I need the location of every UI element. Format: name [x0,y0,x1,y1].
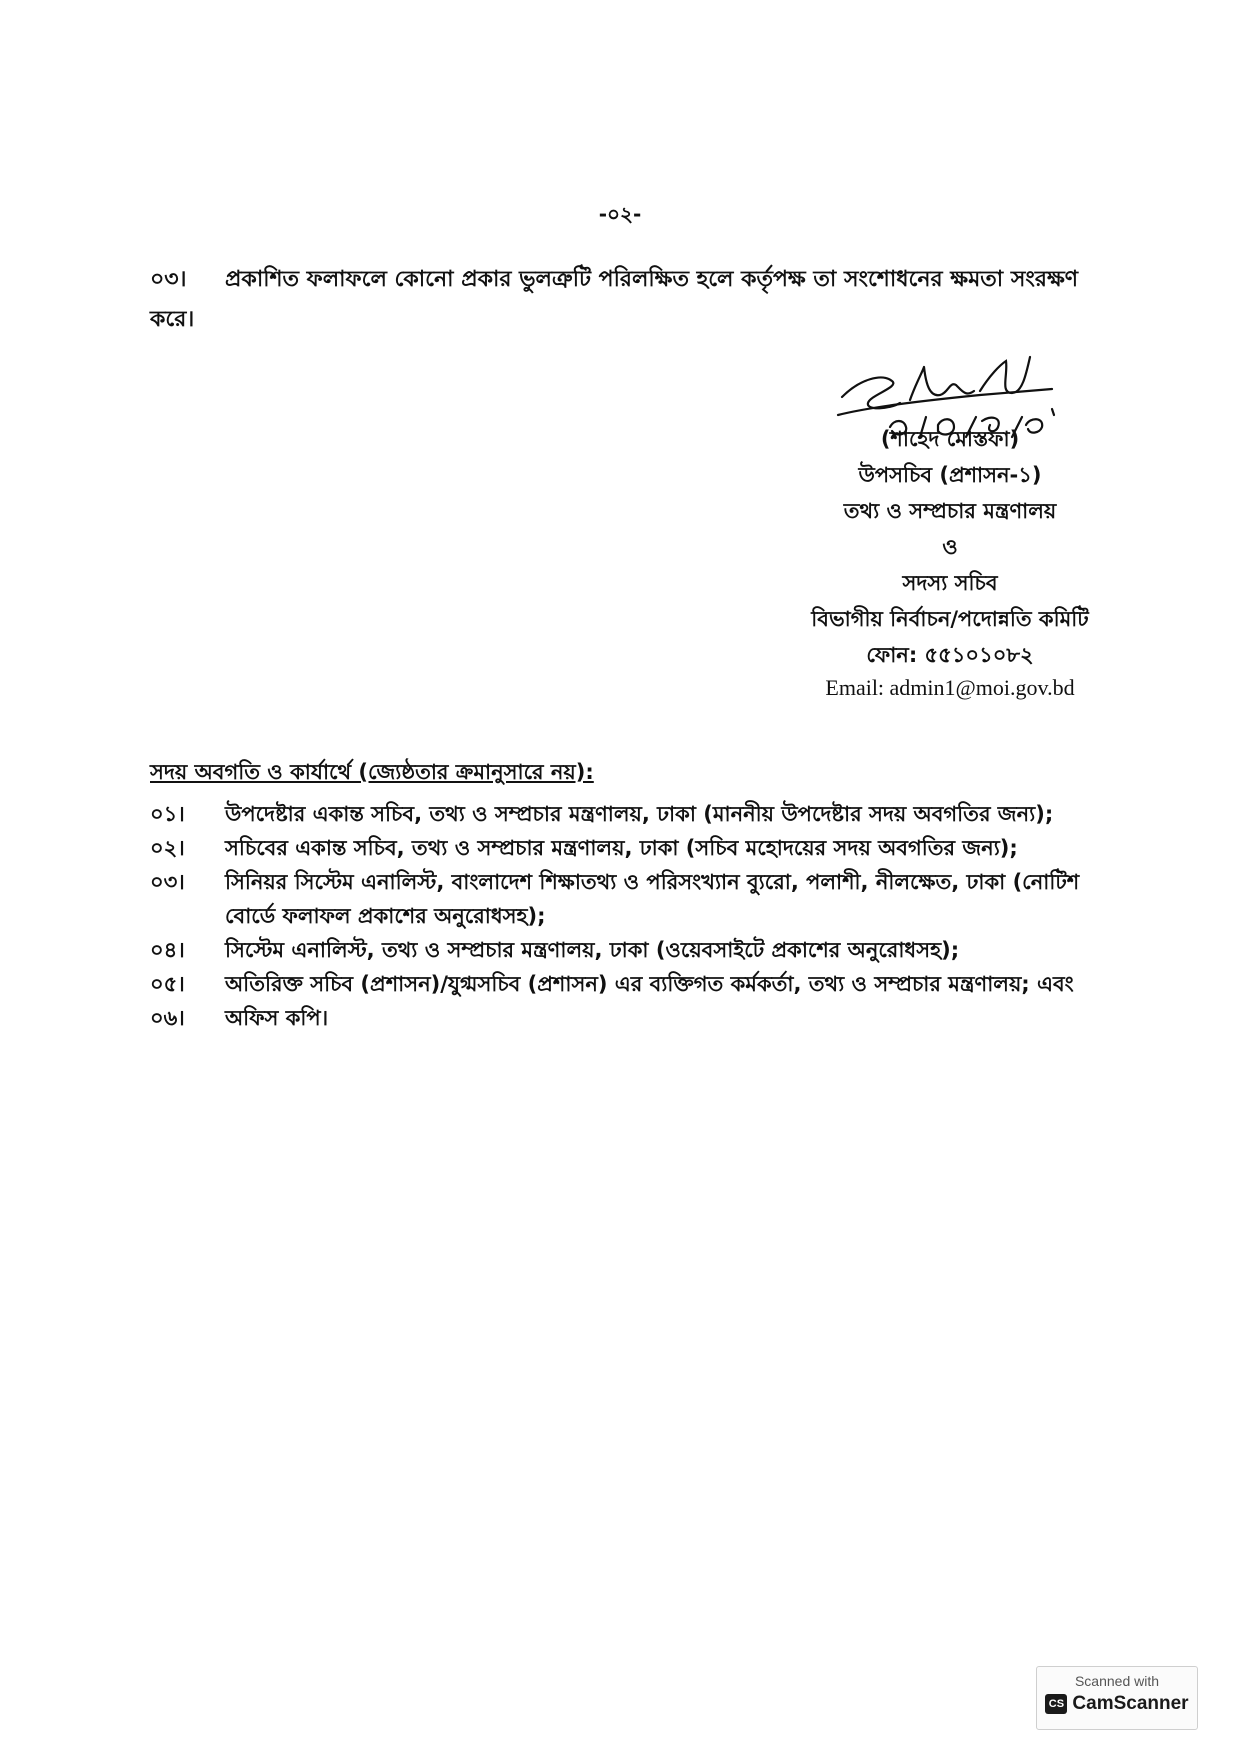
list-item-text: উপদেষ্টার একান্ত সচিব, তথ্য ও সম্প্রচার মন্ত্রণালয়, ঢাকা (মাননীয় উপদেষ্টার সদয় অবগতির জন্য); [225,802,1054,826]
list-item-number: ০৩। [150,870,185,894]
paragraph-number: ০৩। [150,267,187,292]
watermark-caption: Scanned with [1074,1673,1160,1689]
list-item [150,933,1130,967]
camscanner-logo-icon: CS [1045,1694,1067,1714]
distribution-heading: সদয় অবগতি ও কার্যার্থে (জ্যেষ্ঠতার ক্রমানুসারে নয়): [150,760,594,784]
list-item [150,797,1130,831]
signatory-phone: ফোন: ৫৫১০১০৮২ [866,643,1034,667]
signatory-conjunction: ও [942,535,958,559]
paragraph-text: প্রকাশিত ফলাফলে কোনো প্রকার ভুলত্রুটি পরিলক্ষিত হলে কর্তৃপক্ষ তা সংশোধনের ক্ষমতা সংরক্ষণ করে। [150,267,1079,332]
list-item-number: ০২। [150,836,185,860]
signatory-designation: উপসচিব (প্রশাসন-১) [858,463,1042,487]
signatory-committee: বিভাগীয় নির্বাচন/পদোন্নতি কমিটি [811,607,1089,631]
list-item-text: সিস্টেম এনালিস্ট, তথ্য ও সম্প্রচার মন্ত্রণালয়, ঢাকা (ওয়েবসাইটে প্রকাশের অনুরোধসহ); [225,938,960,962]
list-item-number: ০৬। [150,1006,185,1030]
list-item-text: সচিবের একান্ত সচিব, তথ্য ও সম্প্রচার মন্ত্রণালয়, ঢাকা (সচিব মহোদয়ের সদয় অবগতির জন্য); [225,836,1018,860]
watermark-brand-row [1037,1693,1197,1715]
signatory-email: Email: admin1@moi.gov.bd [825,675,1075,700]
paragraph-03 [150,260,1120,340]
list-item [150,831,1130,865]
page-number: -০২- [598,202,642,226]
list-item-text: অফিস কপি। [225,1006,329,1030]
signatory-name: (শাহেদ মোস্তফা) [880,427,1020,451]
list-item [150,967,1130,1001]
signatory-ministry: তথ্য ও সম্প্রচার মন্ত্রণালয় [843,499,1057,523]
list-item-number: ০৪। [150,938,185,962]
watermark-brand: CamScanner [1072,1693,1189,1714]
signatory-role: সদস্য সচিব [902,571,998,595]
list-item-text: অতিরিক্ত সচিব (প্রশাসন)/যুগ্মসচিব (প্রশাসন) এর ব্যক্তিগত কর্মকর্তা, তথ্য ও সম্প্রচার মন্ত্রণালয়; এবং [225,972,1074,996]
list-item-number: ০১। [150,802,185,826]
camscanner-watermark [1036,1666,1198,1730]
list-item [150,1001,1130,1035]
list-item-number: ০৫। [150,972,185,996]
list-item [150,865,1130,933]
distribution-list [150,797,1130,1035]
list-item-text: সিনিয়র সিস্টেম এনালিস্ট, বাংলাদেশ শিক্ষাতথ্য ও পরিসংখ্যান ব্যুরো, পলাশী, নীলক্ষেত, ঢাকা (নোটিশ বোর্ডে ফলাফল প্রকাশের অনুরোধসহ); [225,870,1080,928]
